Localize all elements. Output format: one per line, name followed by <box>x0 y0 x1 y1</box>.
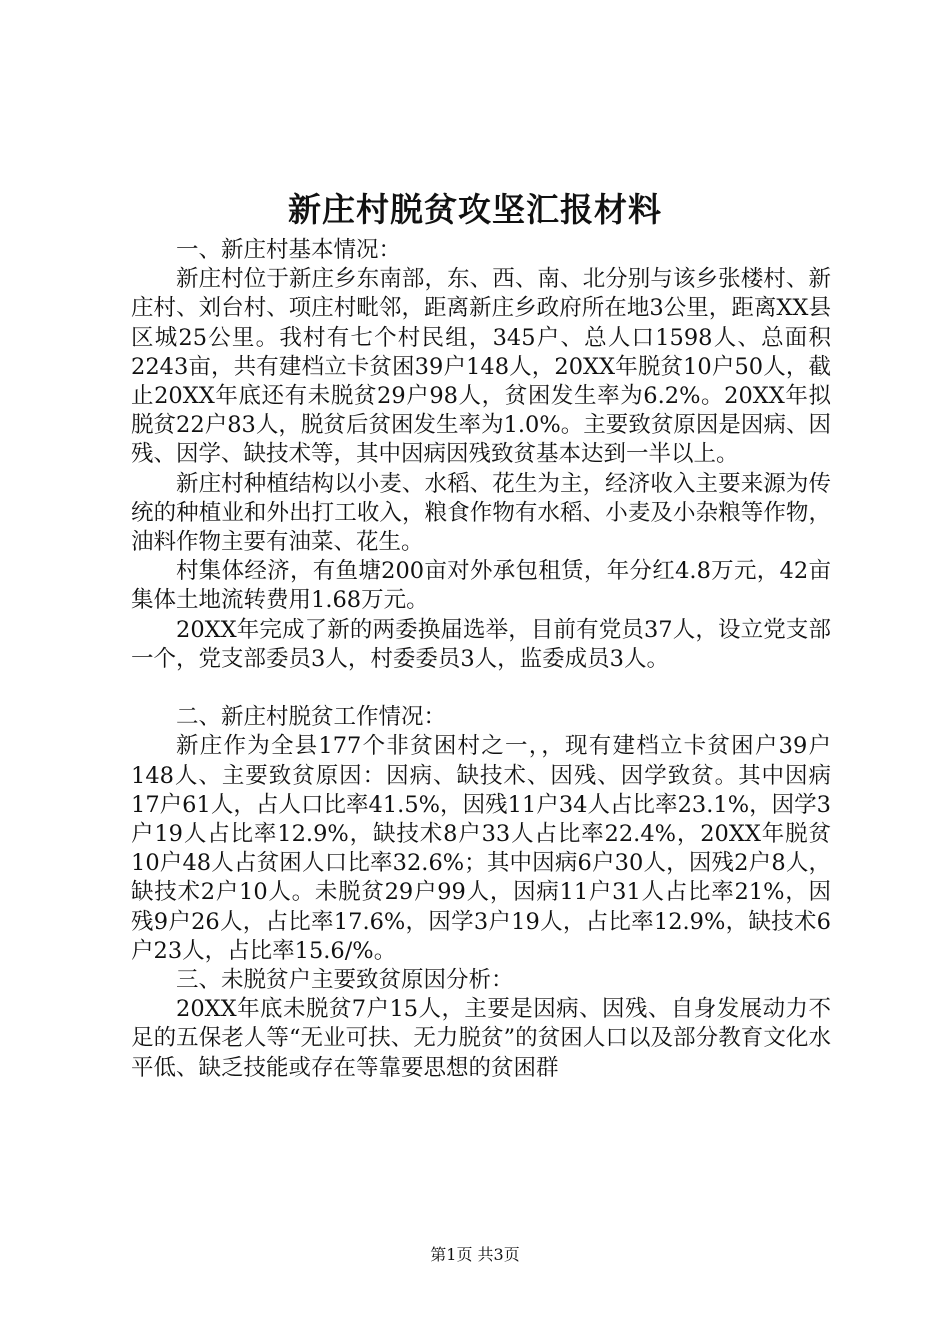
document-title: 新庄村脱贫攻坚汇报材料 <box>288 190 662 229</box>
section-heading-2: 二、新庄村脱贫工作情况： <box>176 704 447 731</box>
paragraph-poverty-work: 新庄作为全县177个非贫困村之一，，现有建档立卡贫困户39户148人、主要致贫原因：因病、缺技术、因残、因学致贫。其中因病17户61人，占人口比率41.5%，因残11户34人占比率23.1%，因学3户19人占比率12.9%，缺技术8户33人占比率22.4%，20XX年脱贫10户48人占贫困人口比率32.6%；其中因病6户30人，因残2户8人，缺技术2户10人。未脱贫29户99人，因病11户31人占比率21%，因残9户26人，占比率17.6%，因学3户19人，占比率12.9%，缺技术6户23人，占比率15.6/%。 <box>131 733 831 964</box>
section-heading-1: 一、新庄村基本情况： <box>176 237 402 263</box>
paragraph-cause-analysis: 20XX年底未脱贫7户15人，主要是因病、因残、自身发展动力不足的五保老人等“无业可扶、无力脱贫”的贫困人口以及部分教育文化水平低、缺乏技能或存在等靠要思想的贫困群 <box>131 996 831 1081</box>
paragraph-party-branch: 20XX年完成了新的两委换届选举，目前有党员37人，设立党支部一个，党支部委员3人，村委委员3人，监委成员3人。 <box>131 616 831 672</box>
paragraph-basic-info: 新庄村位于新庄乡东南部，东、西、南、北分别与该乡张楼村、新庄村、刘台村、项庄村毗邻，距离新庄乡政府所在地3公里，距离XX县区城25公里。我村有七个村民组，345户、总人口1598人、总面积2243亩，共有建档立卡贫困39户148人，20XX年脱贫10户50人，截止20XX年底还有未脱贫29户98人，贫困发生率为6.2%。20XX年拟脱贫22户83人，脱贫后贫困发生率为1.0%。主要致贫原因是因病、因残、因学、缺技术等，其中因病因残致贫基本达到一半以上。 <box>131 266 831 468</box>
document-body <box>131 236 831 1083</box>
section-heading-3: 三、未脱贫户主要致贫原因分析： <box>176 967 514 994</box>
page-footer: 第1页 共3页 <box>430 1245 520 1264</box>
paragraph-collective-economy: 村集体经济，有鱼塘200亩对外承包租赁，年分红4.8万元，42亩集体土地流转费用1.68万元。 <box>131 558 831 614</box>
paragraph-planting-structure: 新庄村种植结构以小麦、水稻、花生为主，经济收入主要来源为传统的种植业和外出打工收入，粮食作物有水稻、小麦及小杂粮等作物，油料作物主要有油菜、花生。 <box>131 470 831 556</box>
